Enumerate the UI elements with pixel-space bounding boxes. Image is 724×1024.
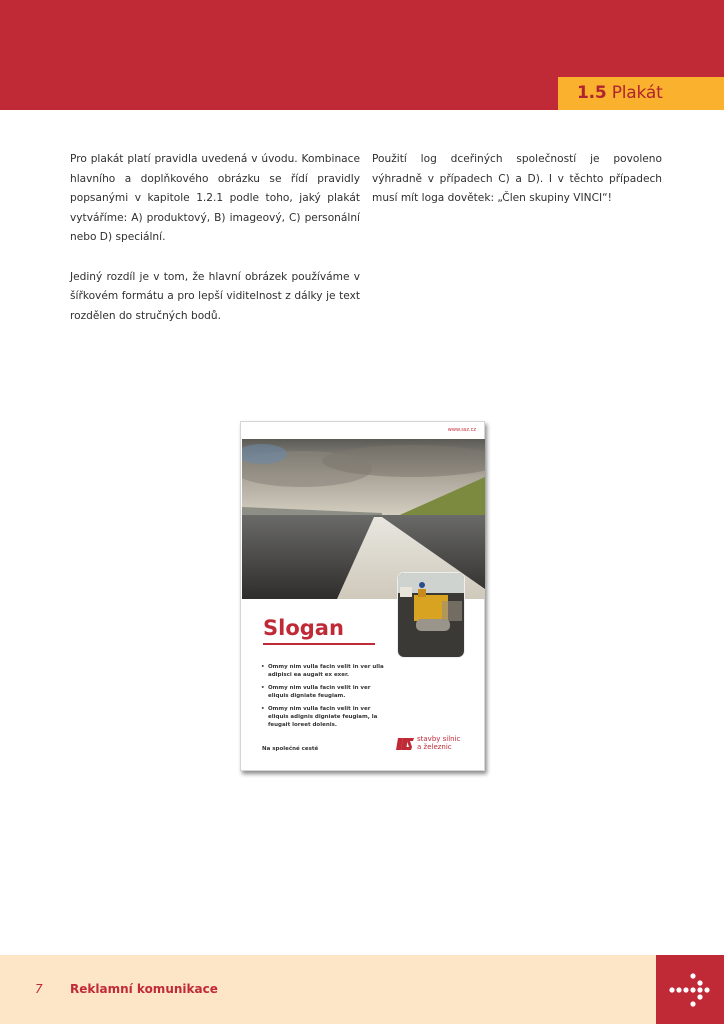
page-number: 7 — [35, 982, 43, 996]
ssz-logo-mark-icon — [396, 737, 414, 751]
logo-line-2: a železnic — [417, 742, 452, 751]
paragraph: Jediný rozdíl je v tom, že hlavní obrázek používáme v šířkovém formátu a pro lepší viditelnost z dálky je text rozdělen do stručných bodů. — [70, 270, 360, 322]
poster-slogan: Slogan — [263, 616, 344, 640]
roller-photo — [397, 572, 465, 658]
paragraph: Použití log dceřiných společností je povoleno výhradně v případech C) a D). I v těchto případech musí mít loga dovětek: „Člen skupiny VINCI“! — [372, 153, 662, 205]
paragraph: Pro plakát platí pravidla uvedená v úvodu. Kombinace hlavního a doplňkového obrázku se řídí pravidly popsanými v kapitole 1.2.1 podle toho, jaký plakát vytváříme: A) produktový, B) imageový, C) personální nebo D) speciální. — [70, 153, 360, 244]
slogan-underline — [263, 643, 375, 645]
poster-bullet-list — [261, 663, 386, 734]
poster-bullet: • Ommy nim vulla facin velit in ver eliquis digniate feugiam. — [261, 684, 386, 700]
company-logo — [396, 736, 460, 751]
logo-line-1: stavby silnic — [417, 735, 461, 743]
chapter-title: Reklamní komunikace — [70, 982, 218, 996]
section-title: Plakát — [611, 83, 663, 103]
poster-bullet: • Ommy nim vulla facin velit in ver ulla adipisci ea augait ex exer. — [261, 663, 386, 679]
section-number: 1.5 — [577, 83, 607, 103]
left-column — [70, 150, 360, 326]
poster-tagline: Na společné cestě — [262, 746, 319, 752]
dotted-arrow-icon — [656, 955, 724, 1024]
footer — [0, 955, 656, 1024]
poster-url: www.ssz.cz — [447, 427, 476, 433]
poster-bullet: • Ommy nim vulla facin velit in ver eliquis adignis digniate feugiam, la feugait loreet dolenis. — [261, 705, 386, 729]
section-tab — [558, 77, 724, 110]
poster-example — [240, 421, 485, 771]
footer-corner — [656, 955, 724, 1024]
right-column — [372, 150, 662, 209]
